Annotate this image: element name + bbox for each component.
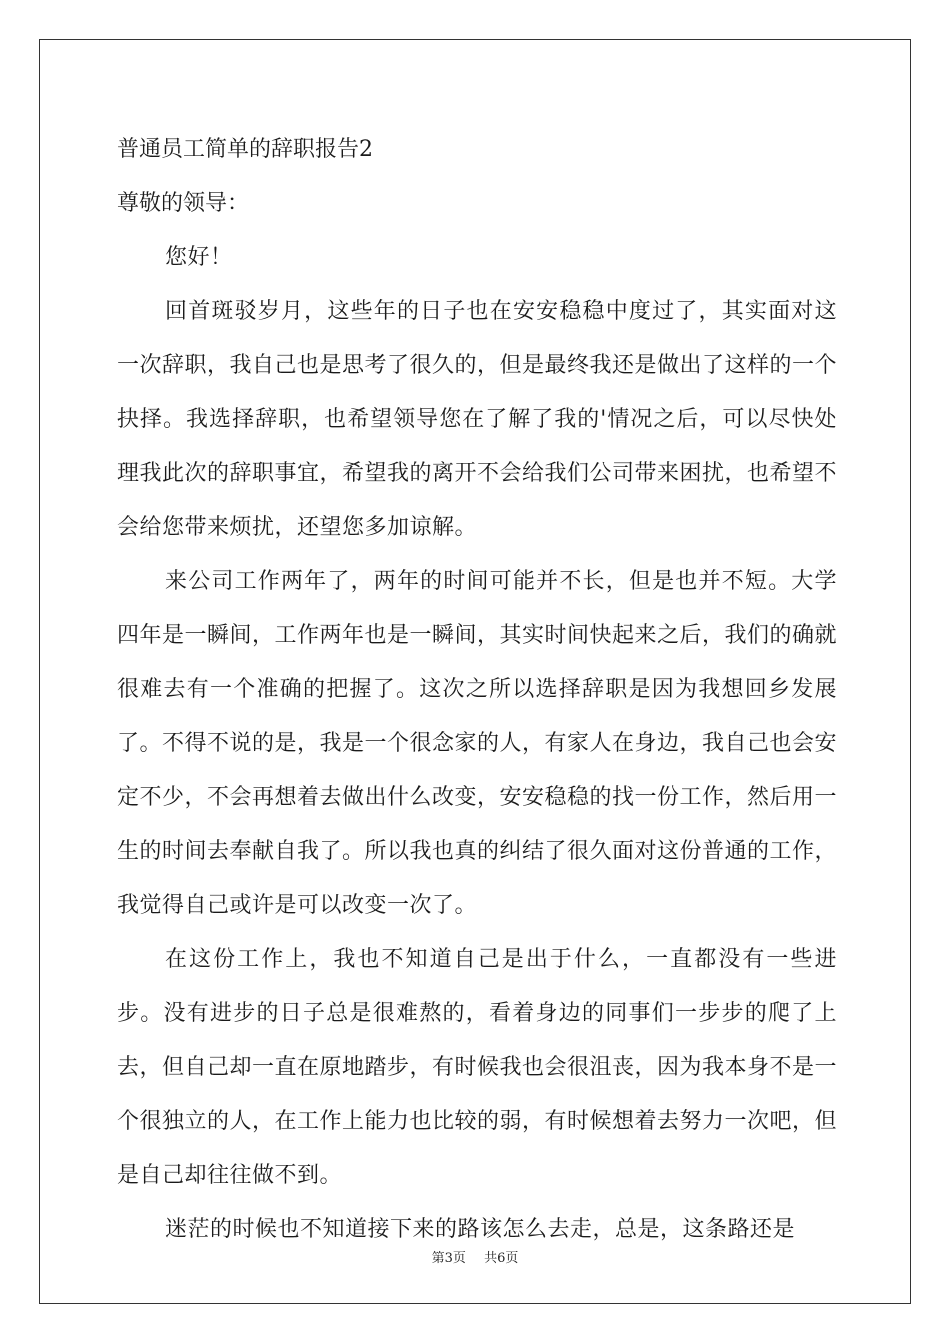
paragraph: 迷茫的时候也不知道接下来的路该怎么去走，总是，这条路还是 [165,1217,796,1242]
document-title: 普通员工简单的辞职报告2 [117,137,373,162]
paragraph-greeting: 您好！ [165,245,233,270]
page-number: 第3页 [431,1251,466,1266]
paragraph: 来公司工作两年了，两年的时间可能并不长，但是也并不短。大学四年是一瞬间，工作两年也是一瞬间，其实时间快起来之后，我们的确就很难去有一个准确的把握了。这次之所以选择辞职是因为我想回乡发展了。不得不说的是，我是一个很念家的人，有家人在身边，我自己也会安定不少，不会再想着去做出什么改变，安安稳稳的找一份工作，然后用一生的时间去奉献自我了。所以我也真的纠结了很久面对这份普通的工作，我觉得自己或许是可以改变一次了。 [117,569,838,918]
salutation: 尊敬的领导： [117,191,250,216]
page-footer [0,1247,950,1266]
paragraph: 在这份工作上，我也不知道自己是出于什么，一直都没有一些进步。没有进步的日子总是很难熬的，看着身边的同事们一步步的爬了上去，但自己却一直在原地踏步，有时候我也会很沮丧，因为我本身不是一个很独立的人，在工作上能力也比较的弱，有时候想着去努力一次吧，但是自己却往往做不到。 [117,947,838,1188]
paragraph: 回首斑驳岁月，这些年的日子也在安安稳稳中度过了，其实面对这一次辞职，我自己也是思考了很久的，但是最终我还是做出了这样的一个抉择。我选择辞职，也希望领导您在了解了我的'情况之后，可以尽快处理我此次的辞职事宜，希望我的离开不会给我们公司带来困扰，也希望不会给您带来烦扰，还望您多加谅解。 [117,299,838,540]
page-total: 共6页 [484,1251,519,1266]
document-body [117,123,837,1257]
